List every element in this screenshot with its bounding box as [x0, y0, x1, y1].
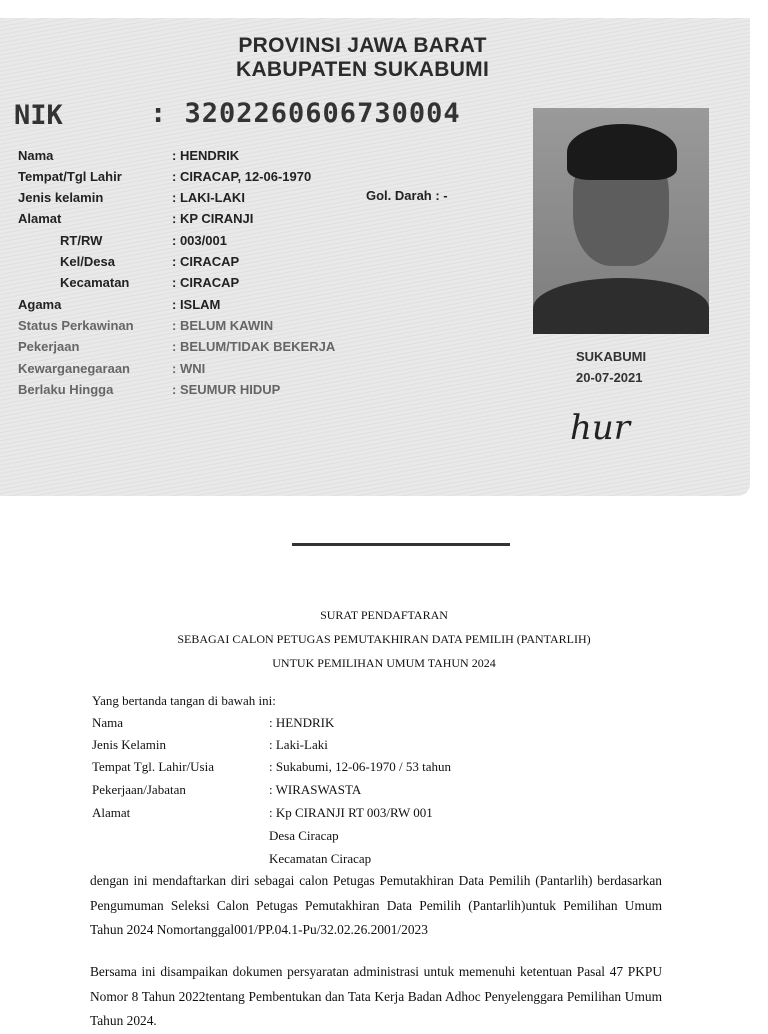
issue-date: 20-07-2021	[576, 370, 643, 385]
field-value: : CIRACAP	[172, 254, 240, 269]
letter-field	[92, 734, 328, 756]
letter-title	[0, 603, 768, 675]
field-label: Alamat	[92, 805, 131, 820]
ktp-field	[18, 187, 245, 208]
field-label: Nama	[92, 715, 124, 730]
issue-city: SUKABUMI	[576, 349, 647, 364]
field-label: Kewarganegaraan	[18, 361, 130, 376]
field-label: Status Perkawinan	[18, 318, 134, 333]
field-value: : KP CIRANJI	[172, 211, 254, 226]
ktp-field	[18, 166, 311, 187]
ktp-field	[18, 272, 239, 293]
nik-label: NIK	[14, 100, 63, 131]
field-label: Kel/Desa	[60, 254, 115, 269]
field-label: Kecamatan	[60, 275, 130, 290]
field-label: RT/RW	[60, 233, 103, 248]
letter-field	[92, 779, 361, 801]
ktp-field	[18, 208, 253, 229]
letter-intro: Yang bertanda tangan di bawah ini:	[92, 693, 276, 708]
ktp-field	[18, 251, 239, 272]
id-photo	[533, 108, 709, 334]
field-value: : 003/001	[172, 233, 227, 248]
field-label: Pekerjaan/Jabatan	[92, 782, 186, 797]
letter-field	[92, 756, 451, 778]
ktp-field	[18, 230, 227, 251]
nik-value: : 3202260606730004	[150, 98, 461, 129]
ktp-field	[18, 358, 205, 379]
ktp-regency: KABUPATEN SUKABUMI	[236, 58, 490, 81]
field-label: Berlaku Hingga	[18, 382, 114, 397]
page-divider	[292, 543, 510, 546]
field-label: Tempat Tgl. Lahir/Usia	[92, 759, 214, 774]
ktp-field	[18, 336, 335, 357]
field-label: Alamat	[18, 211, 62, 226]
field-value: : BELUM KAWIN	[172, 318, 274, 333]
ktp-field	[18, 294, 220, 315]
field-value: : ISLAM	[172, 297, 221, 312]
ktp-province: PROVINSI JAWA BARAT	[238, 34, 487, 57]
letter-field	[92, 712, 334, 734]
field-value: : SEUMUR HIDUP	[172, 382, 281, 397]
field-value: : WNI	[172, 361, 206, 376]
photo-hair	[567, 124, 677, 180]
blood-type: Gol. Darah : -	[366, 188, 448, 203]
field-label: Jenis Kelamin	[92, 737, 167, 752]
field-label: Jenis kelamin	[18, 190, 104, 205]
field-value: : HENDRIK	[269, 715, 335, 730]
title-line-3: UNTUK PEMILIHAN UMUM TAHUN 2024	[272, 656, 496, 670]
ktp-field	[18, 379, 280, 400]
ktp-header	[236, 34, 489, 82]
field-value: : WIRASWASTA	[269, 782, 362, 797]
letter-paragraph-2: Bersama ini disampaikan dokumen persyaratan administrasi untuk memenuhi ketentuan Pasal 47 PKPU Nomor 8 Tahun 2022tentang Pembentukan dan Tata Kerja Badan Adhoc Penyelenggara Pemilihan Umum Tahun 2024.	[90, 964, 662, 1028]
field-value: : HENDRIK	[172, 148, 240, 163]
field-label: Tempat/Tgl Lahir	[18, 169, 122, 184]
title-line-2: SEBAGAI CALON PETUGAS PEMUTAKHIRAN DATA PEMILIH (PANTARLIH)	[177, 632, 591, 646]
field-value: : CIRACAP, 12-06-1970	[172, 169, 312, 184]
ktp-field	[18, 145, 239, 166]
photo-shoulders	[533, 278, 709, 334]
field-value: : BELUM/TIDAK BEKERJA	[172, 339, 336, 354]
field-label: Nama	[18, 148, 54, 163]
field-label: Agama	[18, 297, 62, 312]
field-value: : CIRACAP	[172, 275, 240, 290]
letter-field	[92, 802, 433, 824]
field-value: : LAKI-LAKI	[172, 190, 245, 205]
title-line-1: SURAT PENDAFTARAN	[320, 608, 448, 622]
field-value: : Sukabumi, 12-06-1970 / 53 tahun	[269, 759, 451, 774]
issue-info	[576, 346, 646, 388]
ktp-field	[18, 315, 273, 336]
field-value: : Kp CIRANJI RT 003/RW 001	[269, 805, 433, 820]
signature: hur	[570, 408, 631, 448]
letter-paragraph-1: dengan ini mendaftarkan diri sebagai calon Petugas Pemutakhiran Data Pemilih (Pantarlih) berdasarkan Pengumuman Seleksi Calon Petugas Pemutakhiran Data Pemilih (Pantarlih)untuk Pemilihan Umum Tahun 2024 Nomortanggal001/PP.04.1-Pu/32.02.26.2001/2023	[90, 873, 662, 937]
address-district: Kecamatan Ciracap	[269, 851, 372, 866]
address-village: Desa Ciracap	[269, 828, 339, 843]
field-label: Pekerjaan	[18, 339, 80, 354]
field-value: : Laki-Laki	[269, 737, 328, 752]
